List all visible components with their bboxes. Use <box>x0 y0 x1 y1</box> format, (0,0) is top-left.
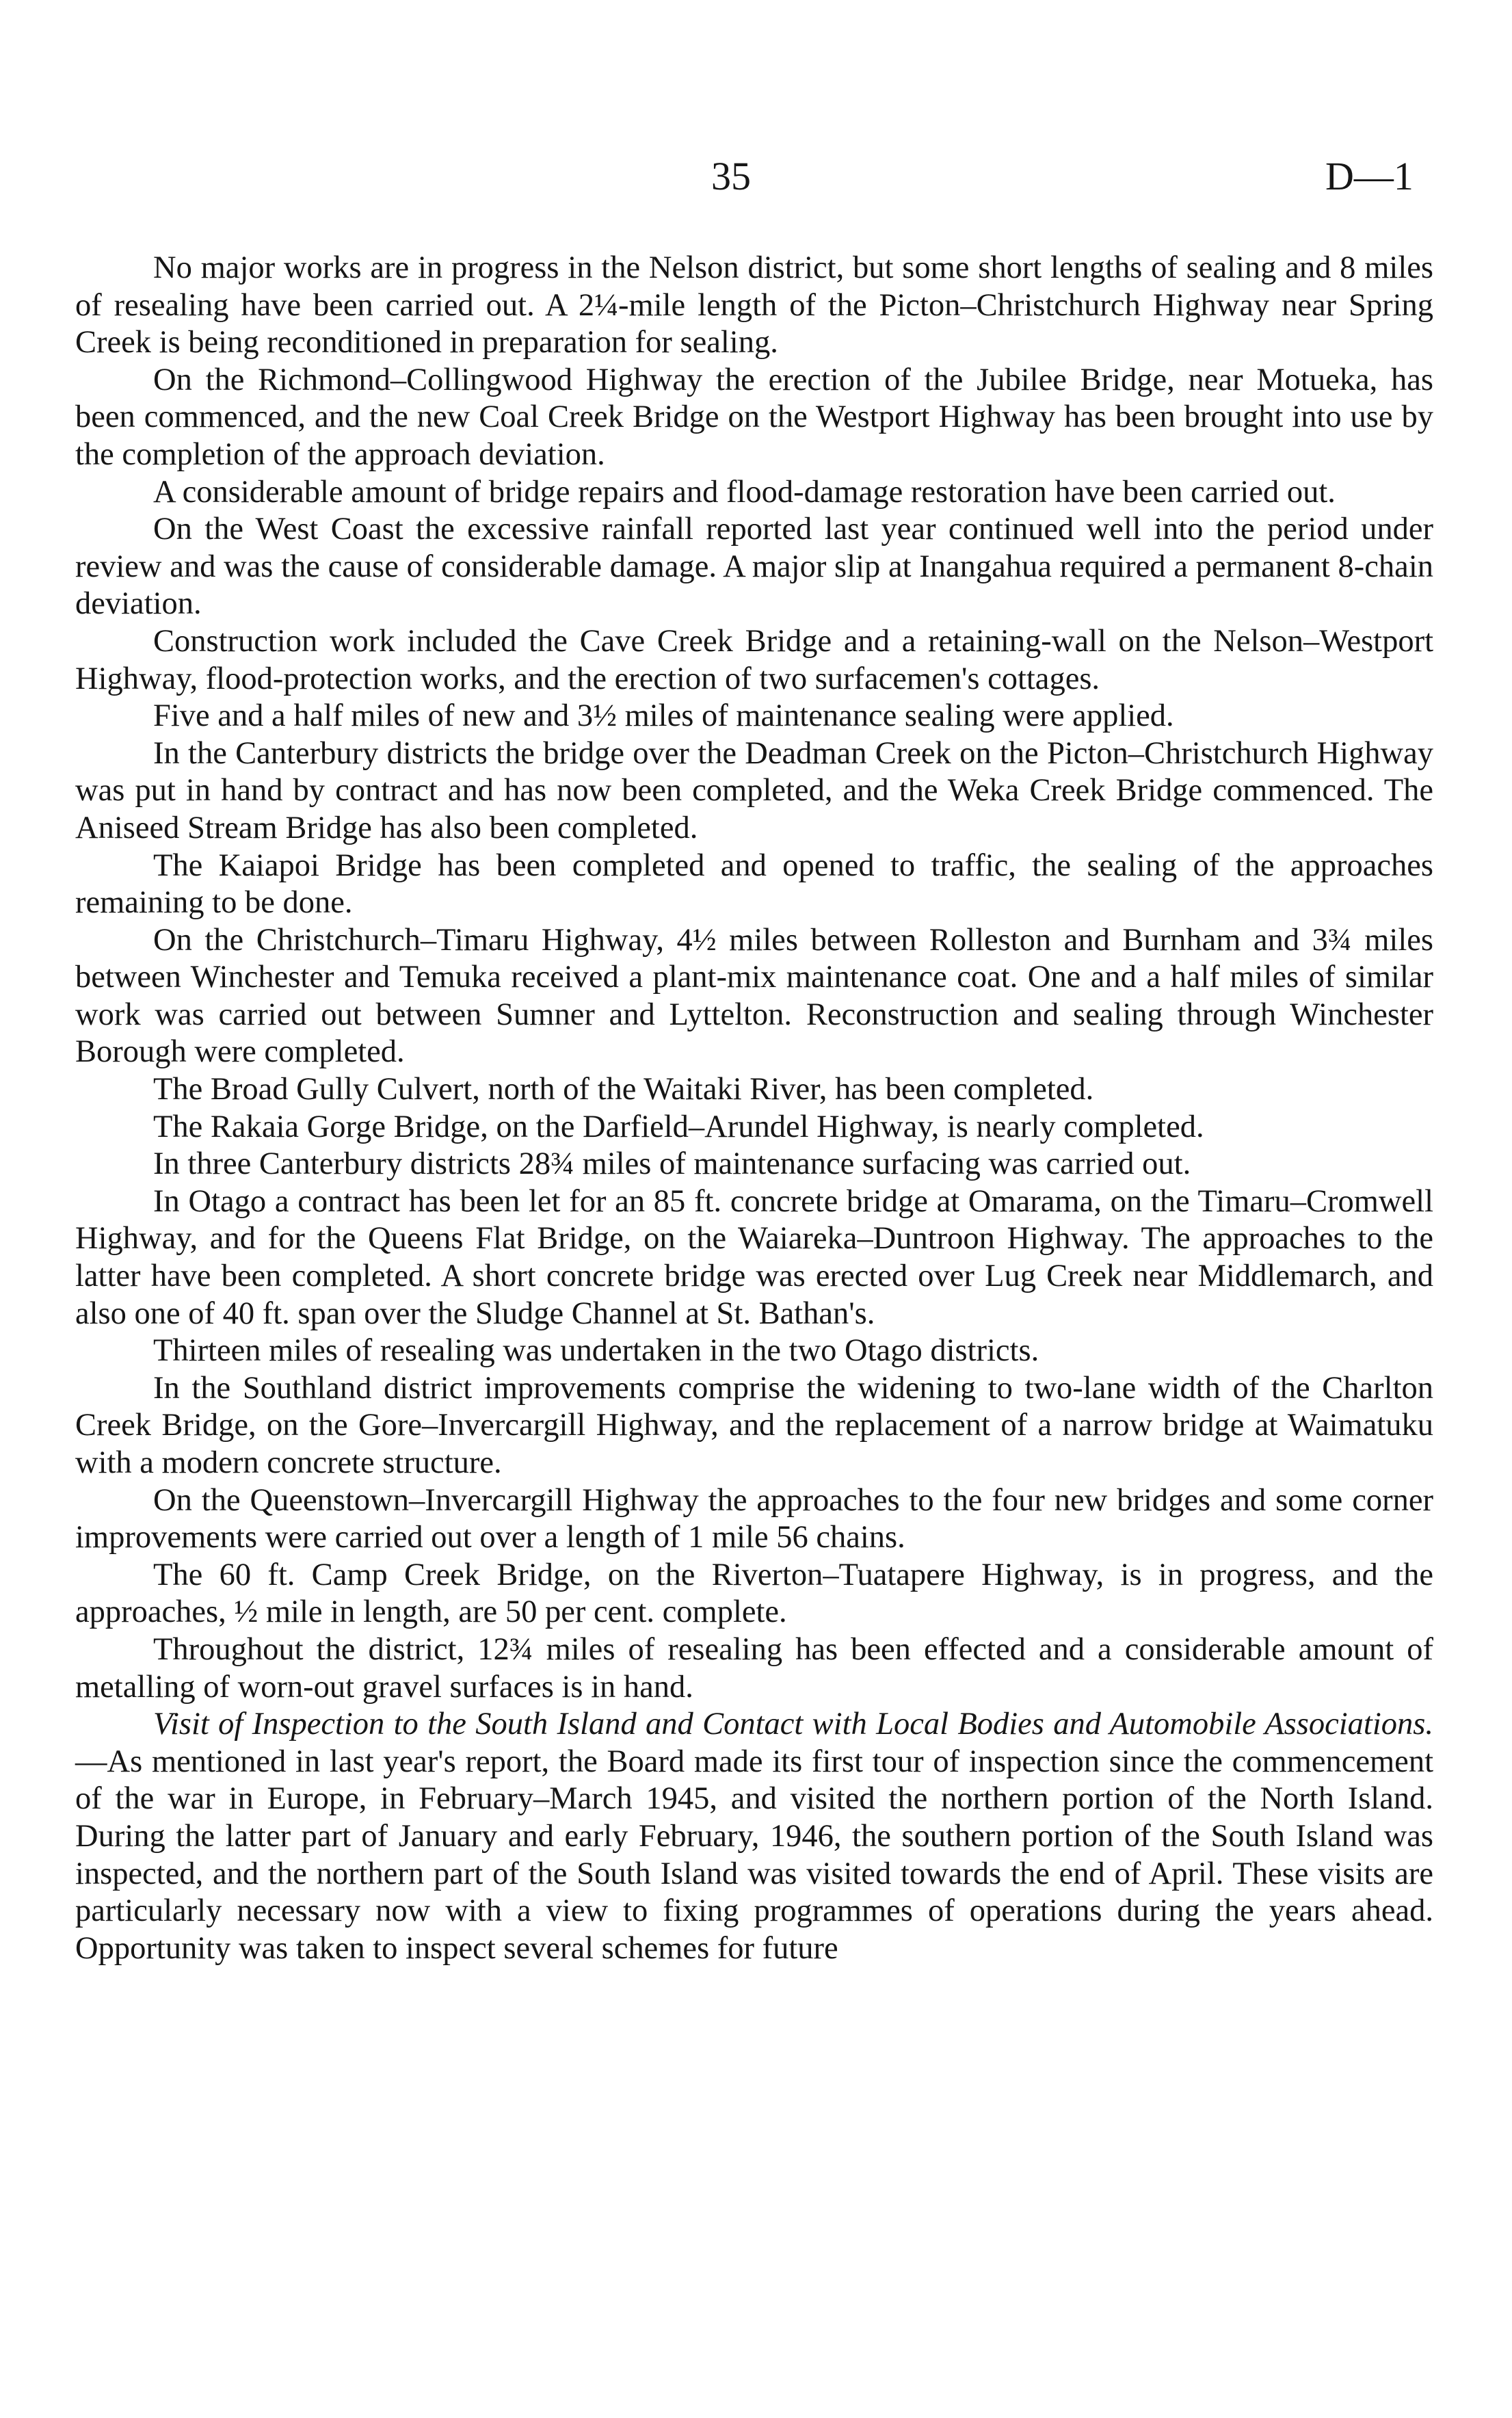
page-number: 35 <box>711 154 751 198</box>
paragraph: In three Canterbury districts 28¾ miles of maintenance surfacing was carried out. <box>153 1146 1191 1182</box>
paragraph: Thirteen miles of resealing was undertaken in the two Otago districts. <box>153 1333 1039 1369</box>
paragraph: In the Canterbury districts the bridge over the Deadman Creek on the Picton–Christchurch Highway was put in hand by contract and has now been completed, and the Weka Creek Bridge commenced. The Aniseed Stream Bridge has also been completed. <box>75 735 1433 845</box>
paragraph: In Otago a contract has been let for an 85 ft. concrete bridge at Omarama, on the Timaru–Cromwell Highway, and for the Queens Flat Bridge, on the Waiareka–Duntroon Highway. The approaches to the latter have been completed. A short concrete bridge was erected over Lug Creek near Middlemarch, and also one of 40 ft. span over the Sludge Channel at St. Bathan's. <box>75 1183 1433 1331</box>
paragraph: A considerable amount of bridge repairs and flood-damage restoration have been carried out. <box>153 474 1336 510</box>
body-text <box>75 250 1433 1967</box>
paragraph-text: —As mentioned in last year's report, the Board made its first tour of inspection since the commencement of the war in Europe, in February–March 1945, and visited the northern portion of the North Island. During the latter part of January and early February, 1946, the southern portion of the South Island was inspected, and the northern part of the South Island was visited towards the end of April. These visits are particularly necessary now with a view to fixing programmes of operations during the years ahead. Opportunity was taken to inspect several schemes for future <box>75 1744 1433 1966</box>
paragraph: The 60 ft. Camp Creek Bridge, on the Riverton–Tuatapere Highway, is in progress, and the approaches, ½ mile in length, are 50 per cent. complete. <box>75 1557 1433 1630</box>
paragraph: On the Christchurch–Timaru Highway, 4½ miles between Rolleston and Burnham and 3¾ miles between Winchester and Temuka received a plant-mix maintenance coat. One and a half miles of similar work was carried out between Sumner and Lyttelton. Reconstruction and sealing through Winchester Borough were completed. <box>75 922 1433 1070</box>
paragraph: Throughout the district, 12¾ miles of resealing has been effected and a considerable amount of metalling of worn-out gravel surfaces is in hand. <box>75 1631 1433 1705</box>
paragraph: The Rakaia Gorge Bridge, on the Darfield–Arundel Highway, is nearly completed. <box>153 1109 1204 1144</box>
paragraph: On the Richmond–Collingwood Highway the erection of the Jubilee Bridge, near Motueka, has been commenced, and the new Coal Creek Bridge on the Westport Highway has been brought into use by the completion of the approach deviation. <box>75 362 1433 472</box>
paragraph-visit-of-inspection <box>75 1706 1433 1967</box>
paragraph: On the Queenstown–Invercargill Highway the approaches to the four new bridges and some corner improvements were carried out over a length of 1 mile 56 chains. <box>75 1482 1433 1555</box>
paragraph: The Broad Gully Culvert, north of the Waitaki River, has been completed. <box>153 1072 1094 1107</box>
page-header <box>0 149 1512 204</box>
document-reference: D—1 <box>1325 154 1414 198</box>
paragraph: On the West Coast the excessive rainfall reported last year continued well into the period under review and was the cause of considerable damage. A major slip at Inangahua required a permanent 8-chain deviation. <box>75 512 1433 622</box>
paragraph: Five and a half miles of new and 3½ miles of maintenance sealing were applied. <box>153 698 1174 734</box>
paragraph: Construction work included the Cave Creek Bridge and a retaining-wall on the Nelson–Westport Highway, flood-protection works, and the erection of two surfacemen's cottages. <box>75 623 1433 696</box>
paragraph: The Kaiapoi Bridge has been completed and opened to traffic, the sealing of the approaches remaining to be done. <box>75 847 1433 921</box>
paragraph: In the Southland district improvements comprise the widening to two-lane width of the Charlton Creek Bridge, on the Gore–Invercargill Highway, and the replacement of a narrow bridge at Waimatuku with a modern concrete structure. <box>75 1370 1433 1480</box>
paragraph: No major works are in progress in the Nelson district, but some short lengths of sealing and 8 miles of resealing have been carried out. A 2¼-mile length of the Picton–Christchurch Highway near Spring Creek is being reconditioned in preparation for sealing. <box>75 250 1433 360</box>
section-heading: Visit of Inspection to the South Island and Contact with Local Bodies and Automobile Associations. <box>153 1707 1433 1742</box>
